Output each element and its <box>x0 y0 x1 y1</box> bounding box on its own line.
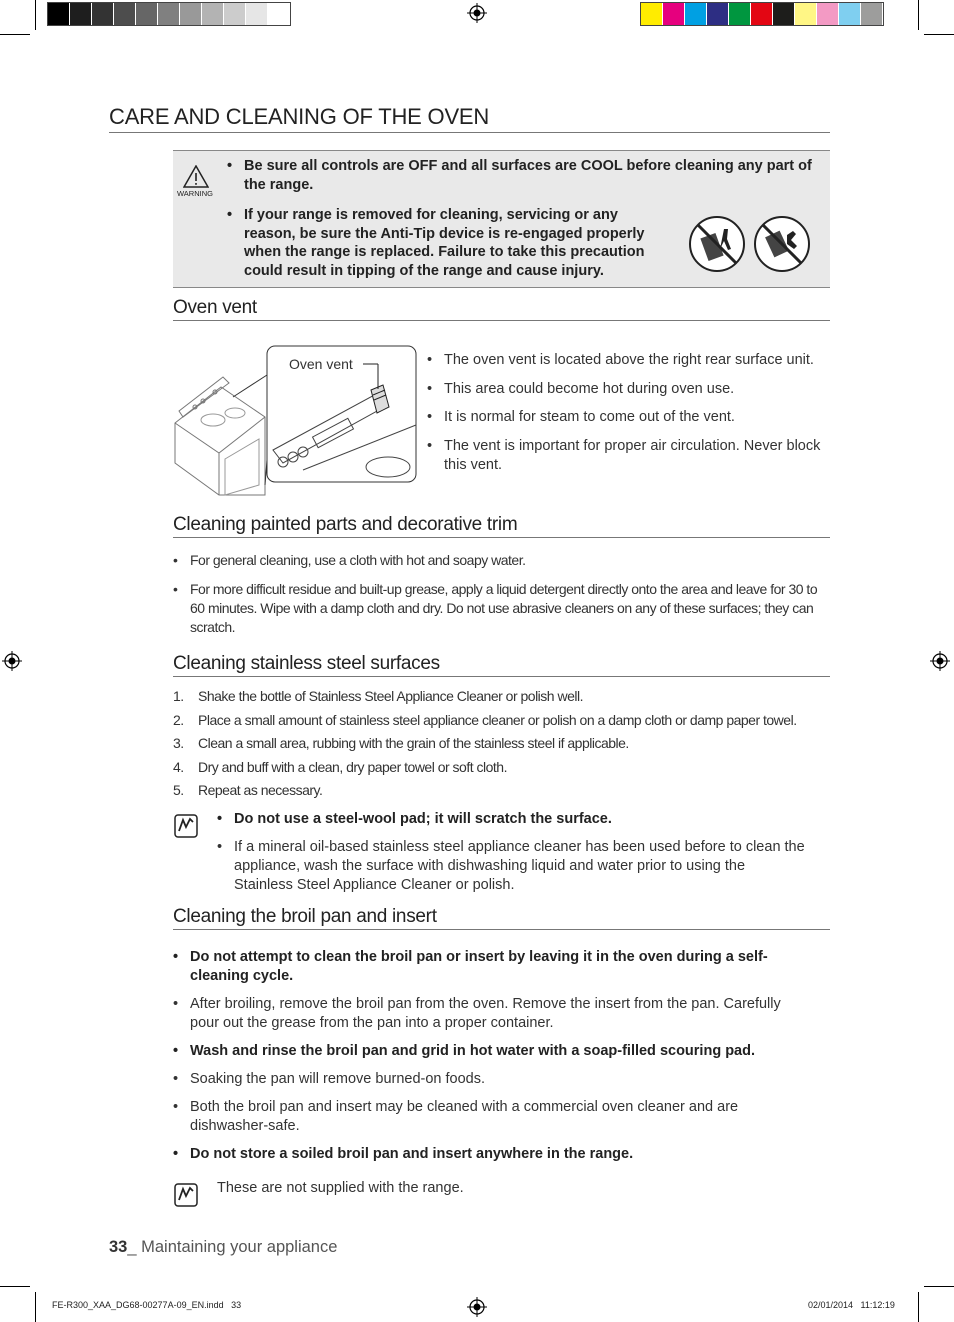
note-item: • Do not use a steel-wool pad; it will scratch the surface. <box>217 810 807 829</box>
no-tipping-icon <box>753 215 811 273</box>
color-swatch <box>246 3 268 25</box>
list-item: • Do not attempt to clean the broil pan or insert by leaving it in the oven during a self-cleaning cycle. <box>173 948 813 986</box>
list-item: • For general cleaning, use a cloth with hot and soapy water. <box>173 551 833 570</box>
footer-section: _ Maintaining your appliance <box>127 1238 338 1256</box>
no-tipping-icon <box>688 215 746 273</box>
section-heading-broil-pan: Cleaning the broil pan and insert <box>173 906 830 930</box>
warning-item: • If your range is removed for cleaning, servicing or any reason, be sure the Anti-Tip device is re-engaged properly when the range is replaced. Failure to take this precaution could result in tipping of the range and cause injury. <box>227 206 658 280</box>
crop-mark <box>35 0 36 30</box>
color-swatch <box>861 3 883 25</box>
broil-note: These are not supplied with the range. <box>217 1180 464 1196</box>
color-calibration-bar <box>640 2 884 26</box>
color-swatch <box>48 3 70 25</box>
section-heading-oven-vent: Oven vent <box>173 297 830 321</box>
color-swatch <box>92 3 114 25</box>
crop-mark <box>0 1286 30 1287</box>
color-swatch <box>70 3 92 25</box>
color-swatch <box>795 3 817 25</box>
list-item: • Do not store a soiled broil pan and insert anywhere in the range. <box>173 1145 813 1164</box>
list-item: • Soaking the pan will remove burned-on foods. <box>173 1070 813 1089</box>
warning-box <box>173 150 830 288</box>
broil-list <box>173 948 813 1164</box>
color-swatch <box>817 3 839 25</box>
step-item: 2. Place a small amount of stainless steel appliance cleaner or polish on a damp cloth or damp paper towel. <box>173 711 797 728</box>
page-number: 33 <box>109 1238 128 1256</box>
crop-mark <box>918 0 919 30</box>
registration-mark-icon <box>467 1297 487 1317</box>
page-title: CARE AND CLEANING OF THE OVEN <box>109 104 830 133</box>
color-swatch <box>839 3 861 25</box>
color-swatch <box>685 3 707 25</box>
print-timestamp: 02/01/2014 11:12:19 <box>808 1300 895 1310</box>
painted-list <box>173 551 833 637</box>
page-footer <box>109 1238 337 1257</box>
color-swatch <box>114 3 136 25</box>
oven-vent-callout-label: Oven vent <box>289 356 353 372</box>
color-swatch <box>729 3 751 25</box>
list-item: • The oven vent is located above the right rear surface unit. <box>427 351 832 370</box>
color-swatch <box>158 3 180 25</box>
registration-mark-icon <box>467 3 487 23</box>
color-swatch <box>202 3 224 25</box>
registration-mark-icon <box>930 651 950 671</box>
color-swatch <box>641 3 663 25</box>
warning-item: • Be sure all controls are OFF and all surfaces are COOL before cleaning any part of the range. <box>227 157 817 194</box>
list-item: • Both the broil pan and insert may be cleaned with a commercial oven cleaner and are dishwasher-safe. <box>173 1098 813 1136</box>
section-heading-stainless: Cleaning stainless steel surfaces <box>173 653 830 677</box>
list-item: • This area could become hot during oven use. <box>427 380 832 399</box>
crop-mark <box>0 34 30 35</box>
section-heading-painted-parts: Cleaning painted parts and decorative trim <box>173 514 830 538</box>
step-item: 3. Clean a small area, rubbing with the grain of the stainless steel if applicable. <box>173 735 629 751</box>
list-item: • Wash and rinse the broil pan and grid in hot water with a soap-filled scouring pad. <box>173 1042 813 1061</box>
grayscale-calibration-bar <box>47 2 291 26</box>
list-item: • It is normal for steam to come out of the vent. <box>427 408 832 427</box>
step-item: 4. Dry and buff with a clean, dry paper towel or soft cloth. <box>173 758 507 775</box>
step-item: 5. Repeat as necessary. <box>173 782 323 798</box>
warning-triangle-icon <box>183 165 209 188</box>
list-item: • For more difficult residue and built-up grease, apply a liquid detergent directly onto the area and leave for 30 to 60 minutes. Wipe with a damp cloth and dry. Do not use abrasive cleaners on any of these surfaces; they can scratch. <box>173 580 833 637</box>
stainless-steps <box>173 688 833 806</box>
crop-mark <box>924 1286 954 1287</box>
note-pencil-icon <box>174 1183 198 1207</box>
note-item: • If a mineral oil-based stainless steel appliance cleaner has been used before to clean the appliance, wash the surface with dishwashing liquid and water prior to using the Stainless Steel Appliance Cleaner or polish. <box>217 838 807 895</box>
list-item: • The vent is important for proper air circulation. Never block this vent. <box>427 437 832 475</box>
warning-label: WARNING <box>177 189 213 198</box>
oven-vent-list <box>427 351 832 475</box>
color-swatch <box>751 3 773 25</box>
crop-mark <box>918 1292 919 1322</box>
color-swatch <box>773 3 795 25</box>
note-pencil-icon <box>174 814 198 838</box>
color-swatch <box>268 3 290 25</box>
stainless-notes <box>217 810 807 895</box>
step-item: 1. Shake the bottle of Stainless Steel Appliance Cleaner or polish well. <box>173 688 583 704</box>
list-item: • After broiling, remove the broil pan from the oven. Remove the insert from the pan. Carefully pour out the grease from the pan into a proper container. <box>173 995 813 1033</box>
color-swatch <box>707 3 729 25</box>
color-swatch <box>224 3 246 25</box>
color-swatch <box>136 3 158 25</box>
file-name: FE-R300_XAA_DG68-00277A-09_EN.indd 33 <box>52 1300 242 1310</box>
crop-mark <box>35 1292 36 1322</box>
color-swatch <box>663 3 685 25</box>
registration-mark-icon <box>2 651 22 671</box>
crop-mark <box>924 34 954 35</box>
color-swatch <box>180 3 202 25</box>
